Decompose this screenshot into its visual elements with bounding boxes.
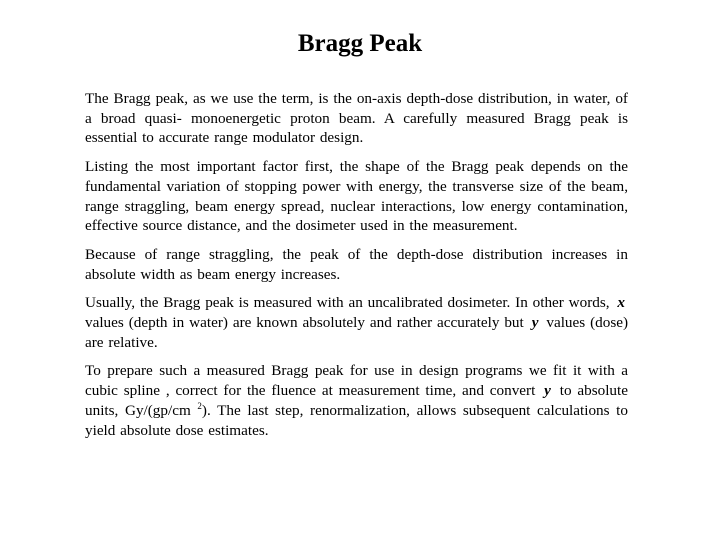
paragraph-design-text-1: To prepare such a measured Bragg peak for use in design programs we fit it with a cubic spline , correct for the fluence at measurement time, and convert [85,362,628,400]
slide-title: Bragg Peak [297,30,423,57]
paragraph-dosimeter-text-2: values (depth in water) are known absolutely and rather accurately but [85,314,524,332]
variable-y: y [544,382,551,400]
paragraph-definition: The Bragg peak, as we use the term, is the on-axis depth-dose distribution, in water, of a broad quasi- monoenergetic proton beam. A carefully measured Bragg peak is essential to accurate range modulator design. [85,90,628,147]
slide-body [85,89,628,449]
paragraph-design-text-2: to absolute units, Gy/(gp/cm [85,382,628,419]
paragraph-design-text-3: ). The last step, renormalization, allows subsequent calculations to yield absolute dose estimates. [85,401,628,439]
paragraph-design-programs [85,361,628,440]
paragraph-dosimeter-text-3: values (dose) are relative. [85,314,629,351]
paragraph-straggling: Because of range straggling, the peak of the depth-dose distribution increases in absolute width as beam energy increases. [85,245,628,283]
superscript-exponent: 2 [197,400,202,411]
paragraph-factors: Listing the most important factor first, the shape of the Bragg peak depends on the fundamental variation of stopping power with energy, the transverse size of the beam, range straggling, beam energy spread, nuclear interactions, low energy contamination, effective source distance, and the dosimeter used in the measurement. [85,158,628,235]
paragraph-dosimeter [85,293,628,352]
paragraph-dosimeter-text-1: Usually, the Bragg peak is measured with an uncalibrated dosimeter. In other words, [85,294,610,312]
variable-y: y [531,314,539,332]
variable-x: x [617,294,626,312]
